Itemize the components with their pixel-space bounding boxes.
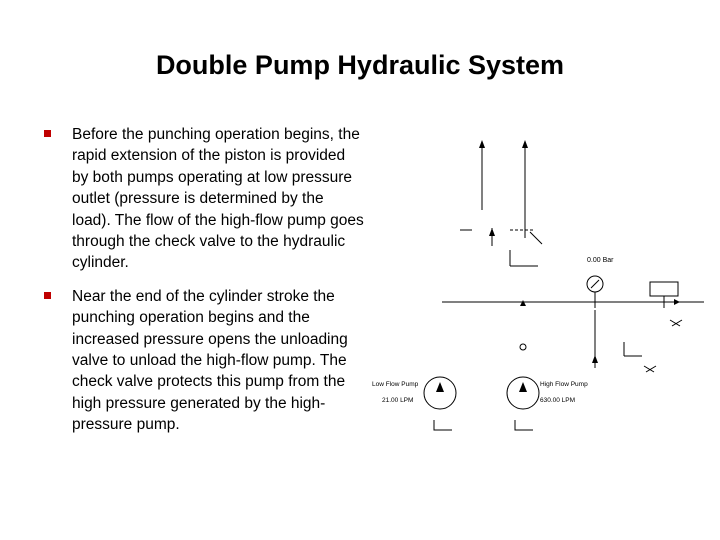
hydraulic-circuit-diagram [360, 120, 715, 440]
bullet-text: Before the punching operation begins, the rapid extension of the piston is provided by both pumps operating at low pressure outlet (pressure is determined by the load). The flow of the high-flow pump goes through the check valve to the hydraulic cylinder. [72, 126, 364, 272]
bullet-list [44, 124, 364, 448]
bullet-item [44, 286, 364, 436]
low-pump-flow: 21.00 LPM [382, 397, 414, 404]
bullet-square-icon [44, 130, 51, 137]
bullet-text: Near the end of the cylinder stroke the punching operation begins and the increased pressure opens the unloading valve to unload the high-flow pump. The check valve protects this pump from the high pressure generated by the high-pressure pump. [72, 287, 348, 434]
high-pump-flow: 630.00 LPM [540, 397, 576, 404]
bullet-item [44, 124, 364, 274]
bullet-square-icon [44, 292, 51, 299]
low-pump-label: Low Flow Pump [372, 381, 419, 388]
high-pump-label: High Flow Pump [540, 381, 588, 388]
slide-title: Double Pump Hydraulic System [155, 50, 565, 80]
gauge-reading: 0.00 Bar [587, 257, 614, 264]
